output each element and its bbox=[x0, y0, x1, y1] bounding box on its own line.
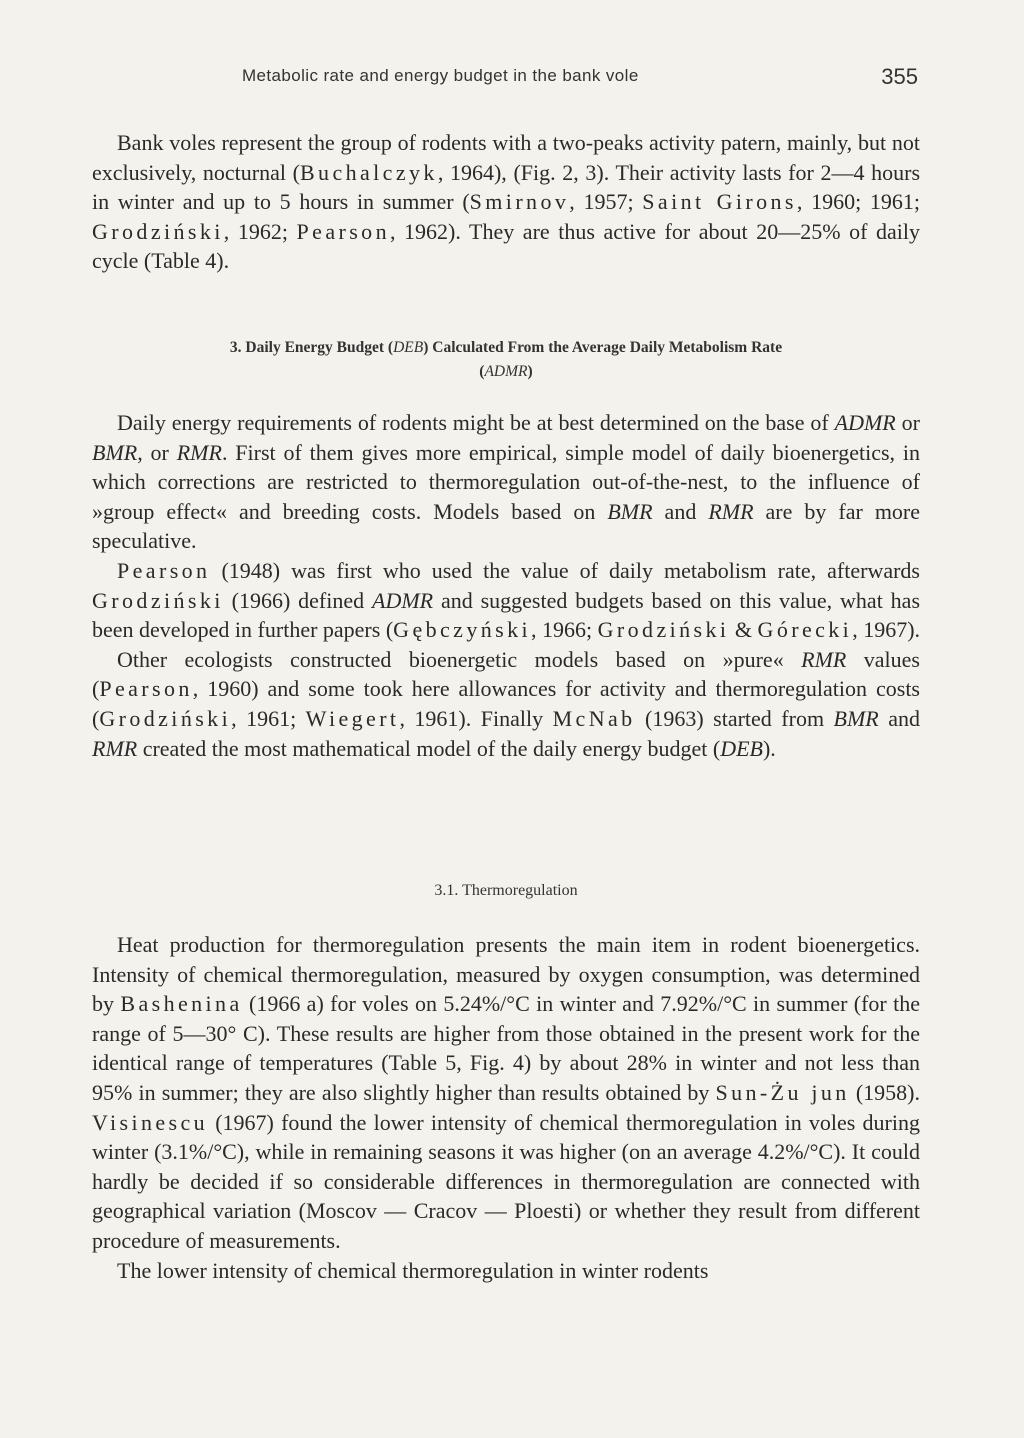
paragraph-activity: Bank voles represent the group of rodents with a two-peaks activity patern, mainly, but not exclusively, nocturnal (Buchalczyk, 1964), (Fig. 2, 3). Their activity lasts for 2—4 hours in winter and up to 5 hours in summer (Smirnov, 1957; Saint Girons, 1960; 1961; Grodziński, 1962; Pearson, 1962). They are thus active for about 20—25% of daily cycle (Table 4). bbox=[92, 130, 921, 274]
page-number: 355 bbox=[881, 64, 918, 89]
subsection-heading-thermoregulation: 3.1. Thermoregulation bbox=[434, 882, 578, 899]
author-name: Buchalczyk bbox=[299, 159, 438, 185]
author-name: Smirnov bbox=[469, 189, 570, 215]
paragraph-daily-energy: Daily energy requirements of rodents might be at best determined on the base of ADMR or BMR, or RMR. First of them gives more empirical, simple model of daily bioenergetics, in which corrections are restricted to thermoregulation out-of-the-nest, to the influence of »group effect« and breeding costs. Models based on BMR and RMR are by far more speculative. bbox=[92, 410, 921, 554]
author-name: Sun-Żu jun bbox=[715, 1079, 850, 1105]
author-name: Pearson bbox=[117, 557, 211, 583]
author-name: Górecki bbox=[757, 617, 853, 643]
paragraph-lower-intensity: The lower intensity of chemical thermoregulation in winter rodents bbox=[117, 1257, 709, 1283]
author-name: Grodziński bbox=[92, 587, 224, 613]
section-intro bbox=[92, 128, 920, 276]
author-name: Gębczyński bbox=[393, 617, 532, 643]
author-name: Visinescu bbox=[92, 1109, 209, 1135]
author-name: Wiegert bbox=[305, 705, 400, 731]
author-name: Grodziński bbox=[597, 617, 730, 643]
author-name: Grodziński bbox=[92, 218, 224, 244]
section-thermoregulation bbox=[92, 930, 920, 1285]
running-title: Metabolic rate and energy budget in the bank vole bbox=[242, 66, 639, 85]
author-name: Pearson bbox=[296, 218, 390, 244]
paragraph-other-ecologists: Other ecologists constructed bioenergetic models based on »pure« RMR values (Pearson, 1960) and some took here allowances for activity and thermoregulation costs (Grodziński, 1961; Wiegert, 1961). Finally McNab (1963) started from BMR and RMR created the most mathematical model of the daily energy budget (DEB). bbox=[92, 646, 920, 761]
section-deb bbox=[92, 408, 920, 763]
author-name: Saint Girons bbox=[642, 189, 797, 215]
paragraph-heat-production: Heat production for thermoregulation presents the main item in rodent bioenergetics. Intensity of chemical thermoregulation, measured by oxygen consumption, was determined by Bashenina (1966 a) for voles on 5.24%/°C in winter and 7.92%/°C in summer (for the range of 5—30° C). These results are higher from those obtained in the present work for the identical range of temperatures (Table 5, Fig. 4) by about 28% in winter and not less than 95% in summer; they are also slightly higher than results obtained by Sun-Żu jun (1958). Visinescu (1967) found the lower intensity of chemical thermoregulation in voles during winter (3.1%/°C), while in remaining seasons it was higher (on an average 4.2%/°C). It could hardly be decided if so considerable differences in thermoregulation are connected with geographical variation (Moscov — Cracov — Ploesti) or whether they result from different procedure of measurements. bbox=[92, 932, 920, 1253]
page-header bbox=[92, 62, 920, 92]
author-name: Bashenina bbox=[120, 991, 243, 1017]
paragraph-pearson: Pearson (1948) was first who used the value of daily metabolism rate, afterwards Grodziński (1966) defined ADMR and suggested budgets based on this value, what has been developed in further papers (Gębczyński, 1966; Grodziński & Górecki, 1967). bbox=[92, 557, 921, 643]
author-name: Pearson bbox=[99, 676, 193, 702]
author-name: McNab bbox=[552, 705, 636, 731]
section-heading-3: 3. Daily Energy Budget (DEB) Calculated From the Average Daily Metabolism Rate (ADMR) bbox=[229, 339, 783, 380]
author-name: Grodziński bbox=[99, 705, 232, 731]
